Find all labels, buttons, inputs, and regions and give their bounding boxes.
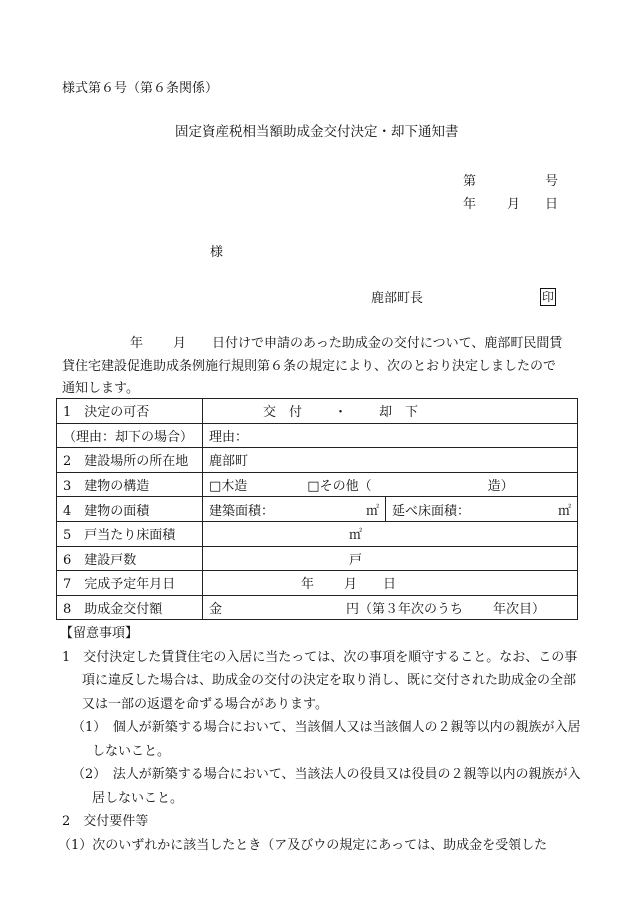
doc-number-prefix: 第 bbox=[463, 174, 477, 189]
row-label: 8 助成金交付額 bbox=[57, 595, 203, 620]
row-label: 6 建設戸数 bbox=[57, 546, 203, 571]
body-line-1 bbox=[62, 333, 582, 356]
row-label: 2 建設場所の所在地 bbox=[57, 448, 203, 473]
note-item-1-2: （2） 法人が新築する場合において、当該法人の役員又は役員の２親等以内の親族が入居しないこと。 bbox=[72, 767, 581, 806]
sender-name: 鹿部町長 bbox=[371, 291, 424, 306]
structure-value: □木造 □その他（ 造） bbox=[203, 472, 578, 497]
table-row bbox=[57, 546, 578, 571]
floor-area-label: 延べ床面積： bbox=[392, 503, 471, 519]
doc-date-day: 日 bbox=[545, 197, 559, 212]
building-area-unit: ㎡ bbox=[365, 503, 379, 519]
decision-table bbox=[56, 398, 578, 620]
form-number-label: 様式第６号（第６条関係） bbox=[62, 81, 219, 96]
row-label: 4 建物の面積 bbox=[57, 497, 203, 522]
table-row bbox=[57, 595, 578, 620]
completion-date-value: 年 月 日 bbox=[203, 571, 578, 596]
table-row bbox=[57, 472, 578, 497]
body-paragraph bbox=[62, 333, 582, 401]
table-row bbox=[57, 399, 578, 424]
body-month: 月 bbox=[173, 336, 187, 351]
doc-date-month: 月 bbox=[507, 197, 521, 212]
table-row bbox=[57, 571, 578, 596]
building-area-label: 建築面積： bbox=[209, 503, 275, 519]
notes-section bbox=[58, 622, 582, 857]
table-row bbox=[57, 497, 578, 522]
doc-date-year: 年 bbox=[463, 197, 477, 212]
grant-amount-value: 金 円（第３年次のうち 年次目） bbox=[203, 595, 578, 620]
other-checkbox[interactable]: □その他（ bbox=[307, 479, 372, 495]
note-item-2-1: （1）次のいずれかに該当したとき（ア及びウの規定にあっては、助成金を受領した bbox=[58, 837, 548, 853]
body-line-1-text: 日付けで申請のあった助成金の交付について、鹿部町民間賃 bbox=[212, 336, 563, 351]
area-value bbox=[203, 497, 578, 522]
body-year: 年 bbox=[130, 336, 144, 351]
row-label: 3 建物の構造 bbox=[57, 472, 203, 497]
per-unit-area-value: ㎡ bbox=[203, 521, 578, 546]
location-value: 鹿部町 bbox=[203, 448, 578, 473]
body-line-2: 貸住宅建設促進助成条例施行規則第６条の規定により、次のとおり決定しましたので bbox=[62, 358, 557, 374]
row-label: （理由：却下の場合） bbox=[57, 423, 203, 448]
seal-mark: 印 bbox=[542, 290, 555, 304]
note-item-1-1: （1） 個人が新築する場合において、当該個人又は当該個人の２親等以内の親族が入居しないこと。 bbox=[72, 720, 581, 759]
body-line-3: 通知します。 bbox=[62, 381, 139, 396]
unit-count-value: 戸 bbox=[203, 546, 578, 571]
row-label: 7 完成予定年月日 bbox=[57, 571, 203, 596]
addressee-honorific: 様 bbox=[210, 245, 224, 260]
row-label: 5 戸当たり床面積 bbox=[57, 521, 203, 546]
note-item-1: 1 交付決定した賃貸住宅の入居に当たっては、次の事項を順守すること。なお、この事項に違反した場合は、助成金の交付の決定を取り消し、既に交付された助成金の全部又は一部の返還を命ずる場合があります。 bbox=[62, 649, 578, 712]
decision-value: 交 付 ・ 却 下 bbox=[203, 399, 578, 424]
note-item-2: 2 交付要件等 bbox=[62, 814, 149, 829]
wooden-checkbox[interactable]: □木造 bbox=[209, 479, 248, 495]
notes-heading: 【留意事項】 bbox=[60, 626, 139, 641]
reason-value: 理由： bbox=[203, 423, 578, 448]
doc-number-suffix: 号 bbox=[545, 174, 559, 189]
table-row bbox=[57, 521, 578, 546]
document-title: 固定資産税相当額助成金交付決定・却下通知書 bbox=[175, 124, 459, 140]
table-row bbox=[57, 423, 578, 448]
table-row bbox=[57, 448, 578, 473]
row-label: 1 決定の可否 bbox=[57, 399, 203, 424]
floor-area-unit: ㎡ bbox=[557, 503, 571, 519]
